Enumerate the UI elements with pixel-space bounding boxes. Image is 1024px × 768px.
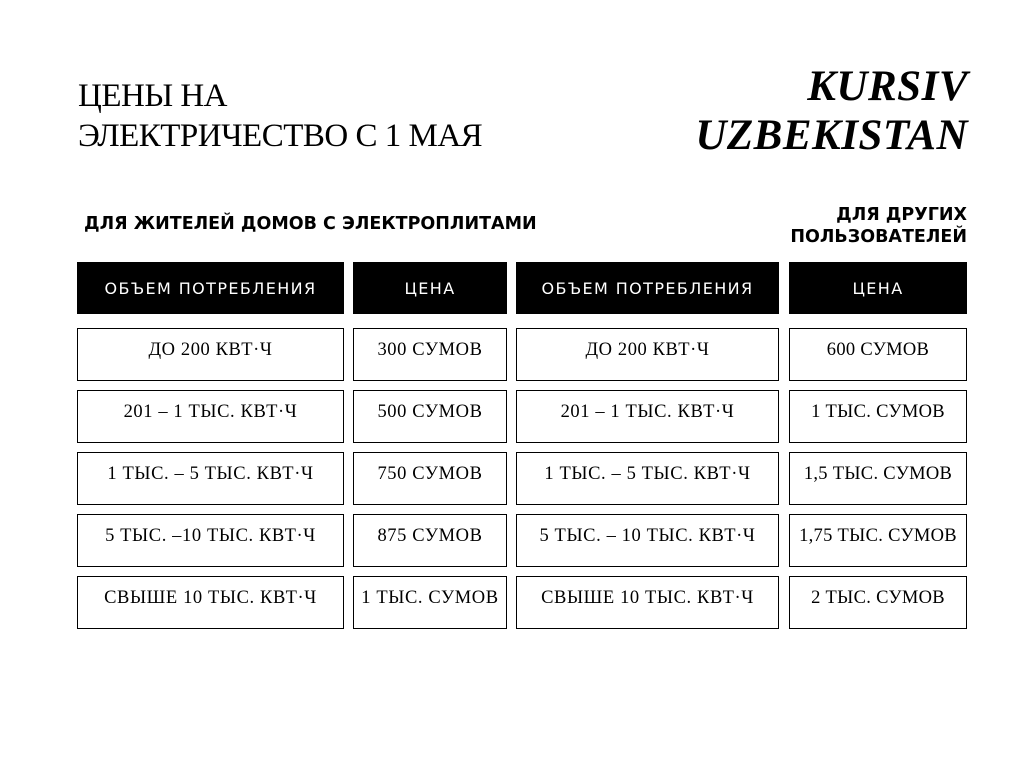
residential-volume-cell: СВЫШЕ 10 ТЫС. КВТ·Ч: [77, 576, 344, 629]
brand-line-1: KURSIV: [807, 63, 968, 110]
other-price-cell: 1 ТЫС. СУМОВ: [789, 390, 967, 443]
brand-logo: [695, 62, 968, 160]
residential-price-column: [353, 262, 507, 638]
other-price-column: [789, 262, 967, 638]
section-heading-other: [790, 204, 967, 248]
residential-volume-cell: ДО 200 КВТ·Ч: [77, 328, 344, 381]
residential-price-cell: 1 ТЫС. СУМОВ: [353, 576, 507, 629]
residential-volume-header: ОБЪЕМ ПОТРЕБЛЕНИЯ: [77, 262, 344, 314]
other-volume-header: ОБЪЕМ ПОТРЕБЛЕНИЯ: [516, 262, 779, 314]
other-volume-cell: 201 – 1 ТЫС. КВТ·Ч: [516, 390, 779, 443]
residential-price-cell: 875 СУМОВ: [353, 514, 507, 567]
residential-price-cell: 500 СУМОВ: [353, 390, 507, 443]
other-volume-column: [516, 262, 779, 638]
other-price-cell: 600 СУМОВ: [789, 328, 967, 381]
title-line-2: ЭЛЕКТРИЧЕСТВО С 1 МАЯ: [78, 118, 483, 154]
page-title: [78, 76, 482, 156]
residential-price-cell: 750 СУМОВ: [353, 452, 507, 505]
other-volume-cell: СВЫШЕ 10 ТЫС. КВТ·Ч: [516, 576, 779, 629]
other-volume-cell: 1 ТЫС. – 5 ТЫС. КВТ·Ч: [516, 452, 779, 505]
other-price-cell: 1,75 ТЫС. СУМОВ: [789, 514, 967, 567]
other-price-cell: 2 ТЫС. СУМОВ: [789, 576, 967, 629]
residential-price-header: ЦЕНА: [353, 262, 507, 314]
section-heading-other-line-1: ДЛЯ ДРУГИХ: [836, 205, 967, 225]
other-volume-cell: ДО 200 КВТ·Ч: [516, 328, 779, 381]
residential-volume-cell: 5 ТЫС. –10 ТЫС. КВТ·Ч: [77, 514, 344, 567]
residential-volume-column: [77, 262, 344, 638]
title-line-1: ЦЕНЫ НА: [78, 78, 228, 114]
section-heading-residential: ДЛЯ ЖИТЕЛЕЙ ДОМОВ С ЭЛЕКТРОПЛИТАМИ: [84, 214, 537, 234]
other-price-header: ЦЕНА: [789, 262, 967, 314]
other-price-cell: 1,5 ТЫС. СУМОВ: [789, 452, 967, 505]
section-heading-other-line-2: ПОЛЬЗОВАТЕЛЕЙ: [790, 227, 967, 247]
residential-volume-cell: 1 ТЫС. – 5 ТЫС. КВТ·Ч: [77, 452, 344, 505]
residential-volume-cell: 201 – 1 ТЫС. КВТ·Ч: [77, 390, 344, 443]
brand-line-2: UZBEKISTAN: [695, 112, 968, 159]
other-volume-cell: 5 ТЫС. – 10 ТЫС. КВТ·Ч: [516, 514, 779, 567]
residential-price-cell: 300 СУМОВ: [353, 328, 507, 381]
